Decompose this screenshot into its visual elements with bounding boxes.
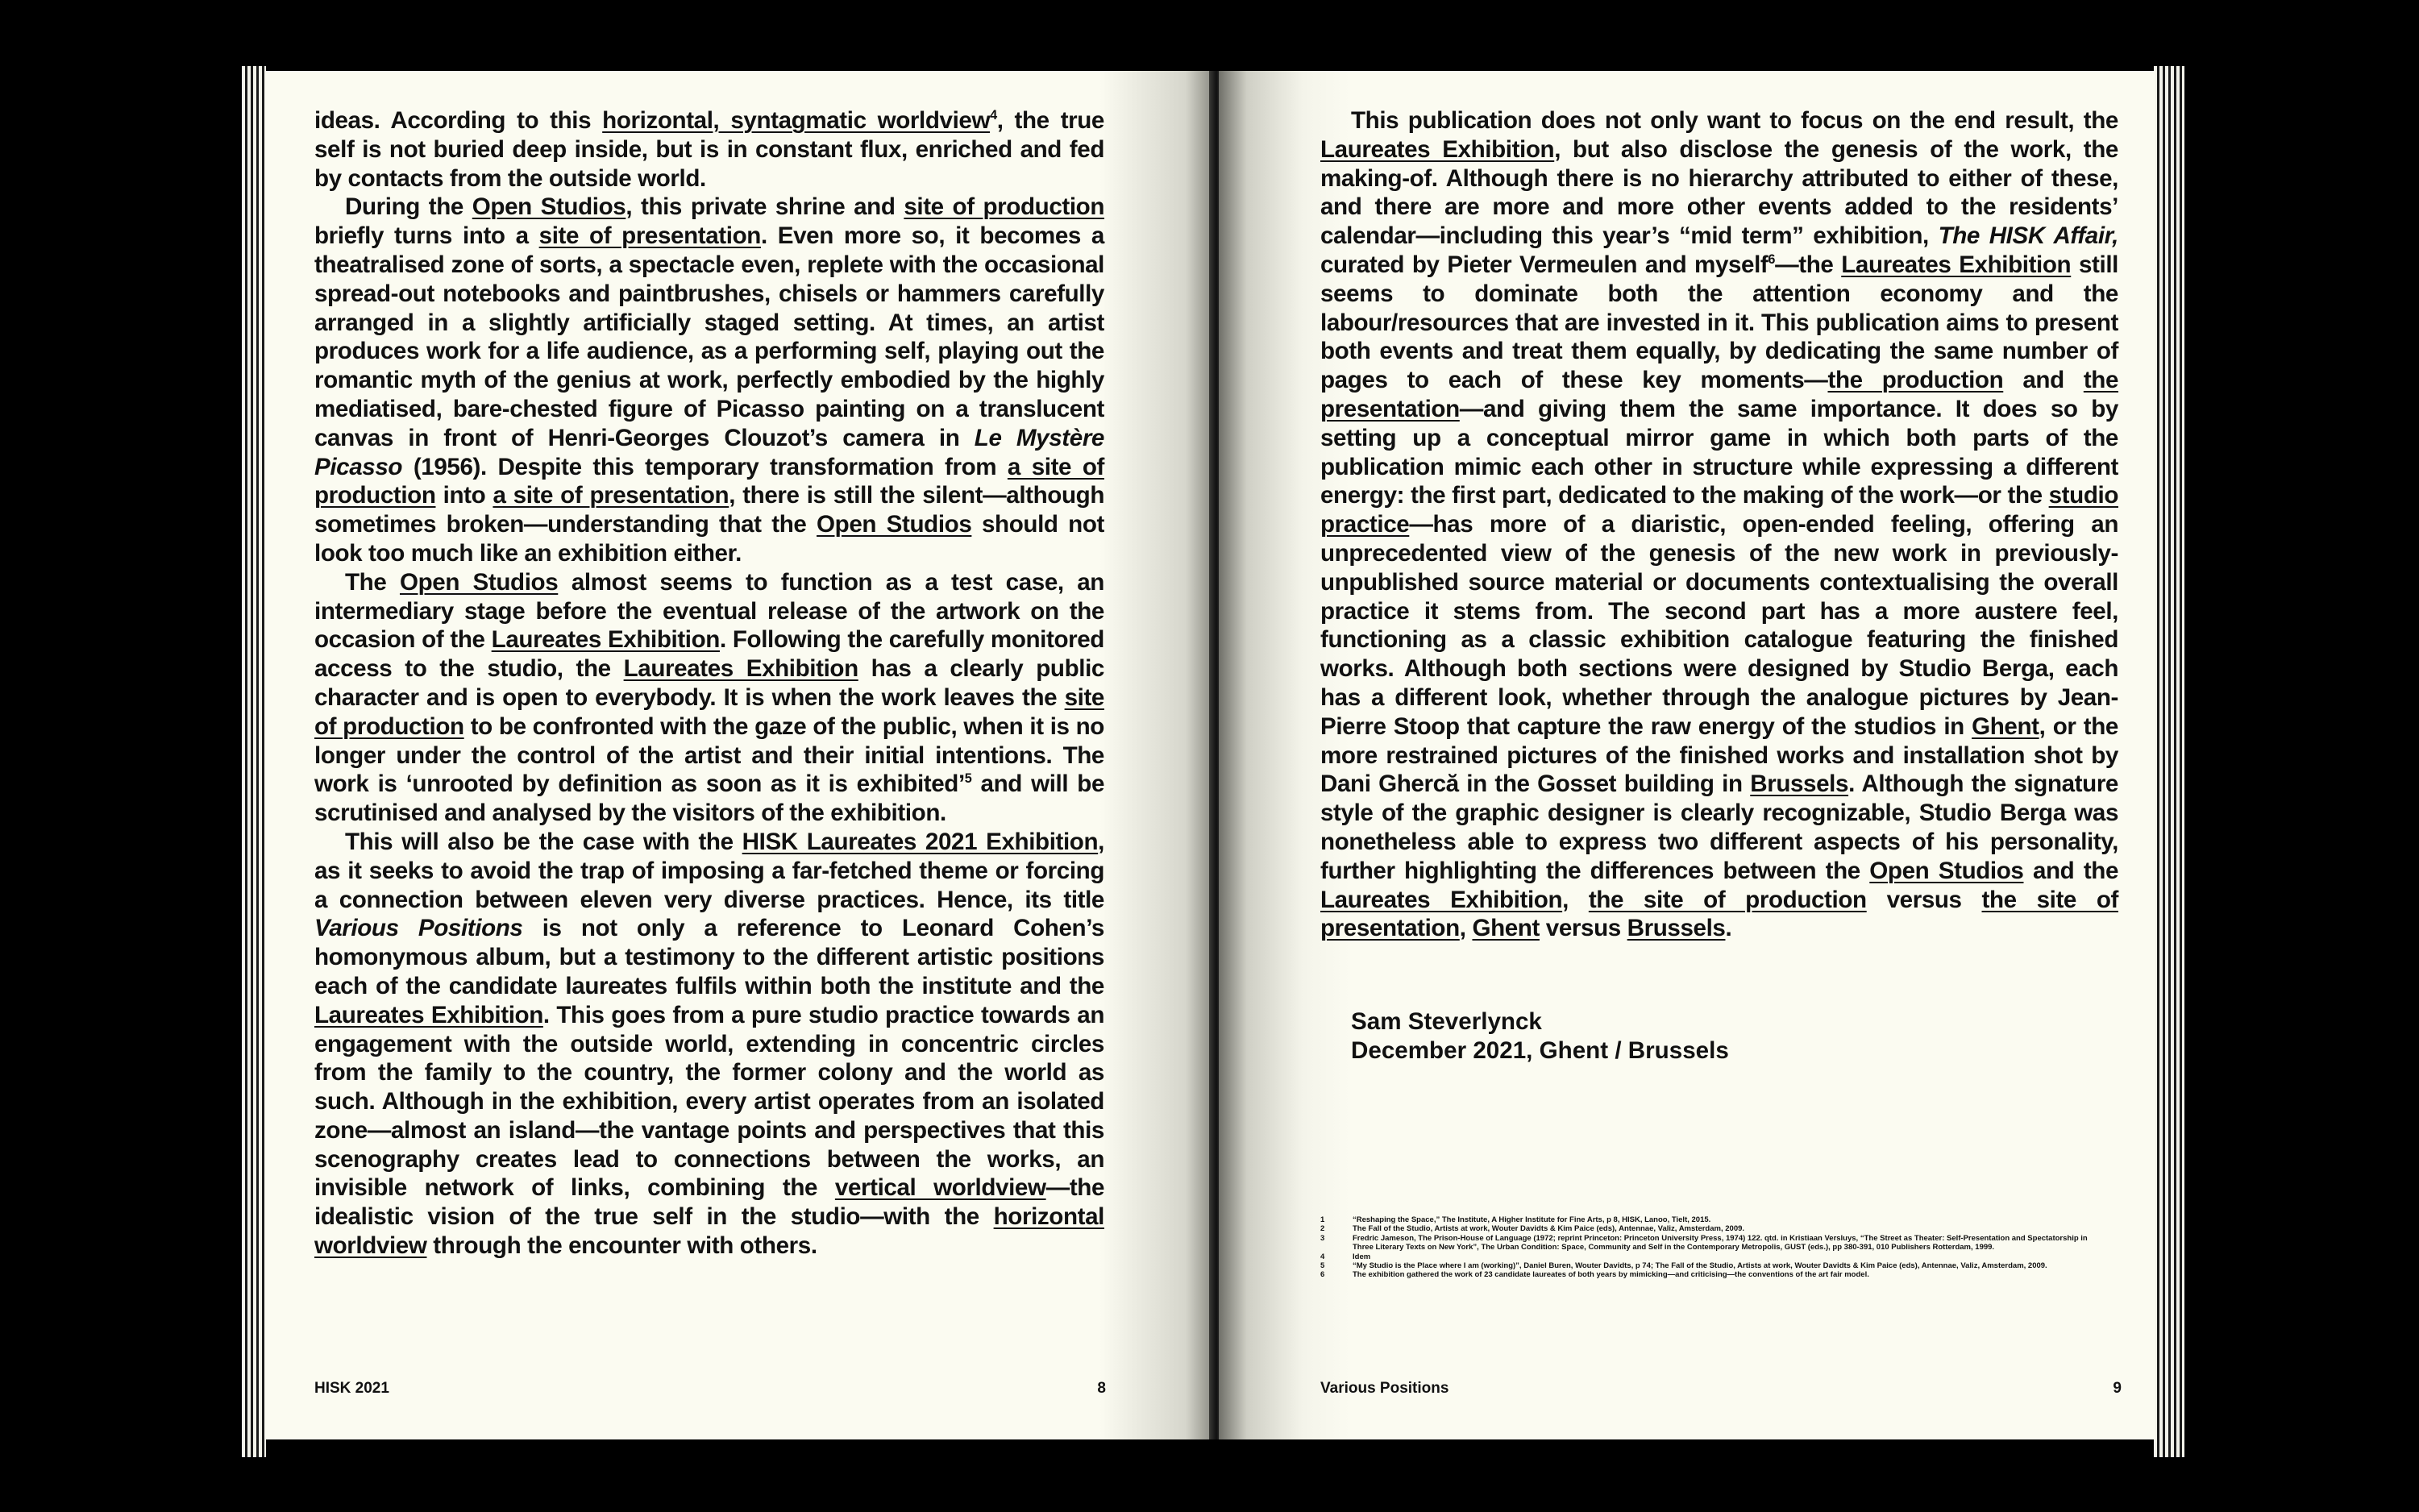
underlined-term: Laureates Exhibition: [314, 1001, 543, 1028]
footnote-number: 1: [1320, 1215, 1325, 1224]
footnote-text: “My Studio is the Place where I am (working)”, Daniel Buren, Wouter Davidts, p 74; The Fall of the Studio, Artists at work, Wouter Davidts & Kim Paice (eds), Antennae, Valiz, Amsterdam, 2009.: [1353, 1261, 2047, 1271]
underlined-term: horizontal, syntagmatic worldview: [602, 107, 991, 134]
underlined-term: Ghent: [1972, 712, 2039, 740]
underlined-term: a site of presentation: [493, 482, 729, 509]
book-page-edges-right: [2154, 66, 2184, 1457]
left-page: [264, 71, 1214, 1439]
right-page-number: 9: [2113, 1380, 2122, 1397]
underlined-term: the site of production: [1588, 886, 1867, 913]
underlined-term: Open Studios: [399, 568, 559, 596]
footnote: [1320, 1252, 2110, 1261]
right-page-body: [1320, 106, 2118, 943]
footnote-text: Idem: [1353, 1252, 1371, 1261]
footnote: [1320, 1224, 2110, 1233]
underlined-term: Laureates Exhibition: [1320, 886, 1563, 913]
footnote: [1320, 1215, 2110, 1224]
left-page-number: 8: [1097, 1380, 1106, 1397]
footnote-text: The exhibition gathered the work of 23 candidate laureates of both years by mimicking—and criticising—the conventions of the art fair model.: [1353, 1270, 1869, 1280]
underlined-term: Laureates Exhibition: [491, 626, 720, 654]
footnote-number: 6: [1320, 1270, 1325, 1280]
footnote: [1320, 1261, 2110, 1270]
left-paragraph: During the Open Studios, this private shrine and site of production briefly turns into a site of presentation. Even more so, it becomes a theatralised zone of sorts, a spectacle even, replete with the occasional spread-out notebooks and paintbrushes, chisels or hammers carefully arranged in a slightly artificially staged setting. At times, an artist produces work for a life audience, as a performing self, playing out the romantic myth of the genius at work, perfectly embodied by the highly mediatised, bare-chested figure of Picasso painting on a translucent canvas in front of Henri-Georges Clouzot’s camera in Le Mystère Picasso (1956). Despite this temporary transformation from a site of production into a site of presentation, there is still the silent—although sometimes broken—understanding that the Open Studios should not look too much like an exhibition either.: [314, 193, 1105, 567]
left-paragraph: The Open Studios almost seems to function as a test case, an intermediary stage before the eventual release of the artwork on the occasion of the Laureates Exhibition. Following the carefully monitored access to the studio, the Laureates Exhibition has a clearly public character and is open to everybody. It is when the work leaves the site of production to be confronted with the gaze of the public, when it is no longer under the control of the artist and their initial intentions. The work is ‘unrooted by definition as soon as it is exhibited’$^5$ and will be scrutinised and analysed by the visitors of the exhibition.: [314, 568, 1104, 827]
underlined-term: Laureates Exhibition: [1320, 135, 1555, 163]
left-paragraph: This will also be the case with the HISK Laureates 2021 Exhibition, as it seeks to avoid the trap of imposing a far-fetched theme or forcing a connection between eleven very diverse practices. Hence, its title Various Positions is not only a reference to Leonard Cohen’s homonymous album, but a testimony to the different artistic positions each of the candidate laureates fulfils within both the institute and the Laureates Exhibition. This goes from a pure studio practice towards an engagement with the outside world, extending in concentric circles from the family to the country, the former colony and the world as such. Although in the exhibition, every artist operates from an isolated zone—almost an island—the vantage points and perspectives that this scenography creates lead to connections between the works, an invisible network of links, combining the vertical worldview—the idealistic vision of the true self in the studio—with the horizontal worldview through the encounter with others.: [314, 828, 1105, 1260]
underlined-term: a site of production: [314, 453, 1104, 509]
left-paragraph: ideas. According to this horizontal, syntagmatic worldview$^4$, the true self is not buried deep inside, but is in constant flux, enriched and fed by contacts from the outside world.: [314, 107, 1104, 192]
author-name: Sam Steverlynck: [1351, 1008, 1542, 1035]
book-page-edges-left: [242, 66, 266, 1457]
footnote-number: 2: [1320, 1224, 1325, 1234]
underlined-term: site of production: [904, 193, 1105, 221]
footnote-number: 4: [1320, 1252, 1325, 1261]
underlined-term: the presentation: [1320, 367, 2119, 422]
footnotes: [1320, 1215, 2110, 1280]
underlined-term: Brussels: [1750, 771, 1849, 798]
underlined-term: Brussels: [1627, 915, 1726, 942]
underlined-term: vertical worldview: [834, 1174, 1046, 1202]
underlined-term: horizontal worldview: [314, 1203, 1104, 1260]
underlined-term: Open Studios: [1869, 857, 2024, 884]
footnote: [1320, 1234, 2110, 1252]
footnote: [1320, 1270, 2110, 1279]
footnote-number: 5: [1320, 1261, 1325, 1271]
signature-date: December 2021, Ghent / Brussels: [1351, 1037, 1729, 1064]
underlined-term: studio practice: [1320, 482, 2118, 538]
underlined-term: Open Studios: [817, 511, 972, 538]
right-paragraph: This publication does not only want to focus on the end result, the Laureates Exhibition, but also disclose the genesis of the work, the making-of. Although there is no hierarchy attributed to either of these, and there are more and more other events added to the residents’ calendar—including this year’s “mid term” exhibition, The HISK Affair, curated by Pieter Vermeulen and myself$^6$—the Laureates Exhibition still seems to dominate both the attention economy and the labour/resources that are invested in it. This publication aims to present both events and treat them equally, by dedicating the same number of pages to each of these key moments—the production and the presentation—and giving them the same importance. It does so by setting up a conceptual mirror game in which both parts of the publication mimic each other in structure while expressing a different energy: the first part, dedicated to the making of the work—or the studio practice—has more of a diaristic, open-ended feeling, offering an unprecedented view of the genesis of the new work in previously-unpublished source material or documents contextualising the overall practice it stems from. The second part has a more austere feel, functioning as a classic exhibition catalogue featuring the finished works. Although both sections were designed by Studio Berga, each has a different look, whether through the analogue pictures by Jean-Pierre Stoop that capture the raw energy of the studios in Ghent, or the more restrained pictures of the finished works and installation shot by Dani Ghercă in the Gosset building in Brussels. Although the signature style of the graphic designer is clearly recognizable, Studio Berga was nonetheless able to express two different aspects of his personality, further highlighting the differences between the Open Studios and the Laureates Exhibition, the site of production versus the site of presentation, Ghent versus Brussels.: [1320, 107, 2119, 942]
footnote-text: “Reshaping the Space,” The Institute, A Higher Institute for Fine Arts, p 8, HISK, Lanoo, Tielt, 2015.: [1353, 1215, 1711, 1224]
right-page: [1219, 71, 2155, 1439]
footnote-reference: 5: [964, 771, 972, 787]
underlined-term: Laureates Exhibition: [623, 655, 858, 683]
underlined-term: site of production: [314, 683, 1104, 740]
italic-title: Various Positions: [314, 915, 523, 942]
footnote-text: Fredric Jameson, The Prison-House of Language (1972; reprint Princeton: Princeton University Press, 1974) 122. qtd. in Kristiaan Versluys, “The Street as Theater: Self-Presentation and Spectatorship in Three Literary Texts on New York”, The Urban Condition: Space, Community and Self in the Contemporary Metropolis, GUST (eds.), pp 380-391, 010 Publishers Rotterdam, 1999.: [1353, 1233, 2088, 1252]
underlined-term: the site of presentation: [1320, 886, 2118, 942]
left-page-body: [314, 106, 1104, 1261]
right-footer-title: Various Positions: [1320, 1380, 1449, 1397]
underlined-term: Open Studios: [472, 193, 626, 221]
underlined-term: site of presentation: [538, 222, 761, 250]
footnote-reference: 4: [990, 108, 997, 123]
footnote-reference: 6: [1768, 252, 1776, 268]
underlined-term: the production: [1827, 367, 2004, 394]
italic-title: The HISK Affair,: [1938, 222, 2118, 250]
signature: [1351, 1007, 1729, 1065]
underlined-term: Laureates Exhibition: [1841, 251, 2072, 278]
italic-title: Le Mystère Picasso: [314, 424, 1104, 480]
footnote-text: The Fall of the Studio, Artists at work, Wouter Davidts & Kim Paice (eds), Antennae, Valiz, Amsterdam, 2009.: [1353, 1224, 1745, 1234]
underlined-term: HISK Laureates 2021 Exhibition: [742, 828, 1099, 855]
footnote-number: 3: [1320, 1233, 1325, 1243]
underlined-term: Ghent: [1472, 915, 1540, 942]
left-footer-title: HISK 2021: [314, 1380, 389, 1397]
